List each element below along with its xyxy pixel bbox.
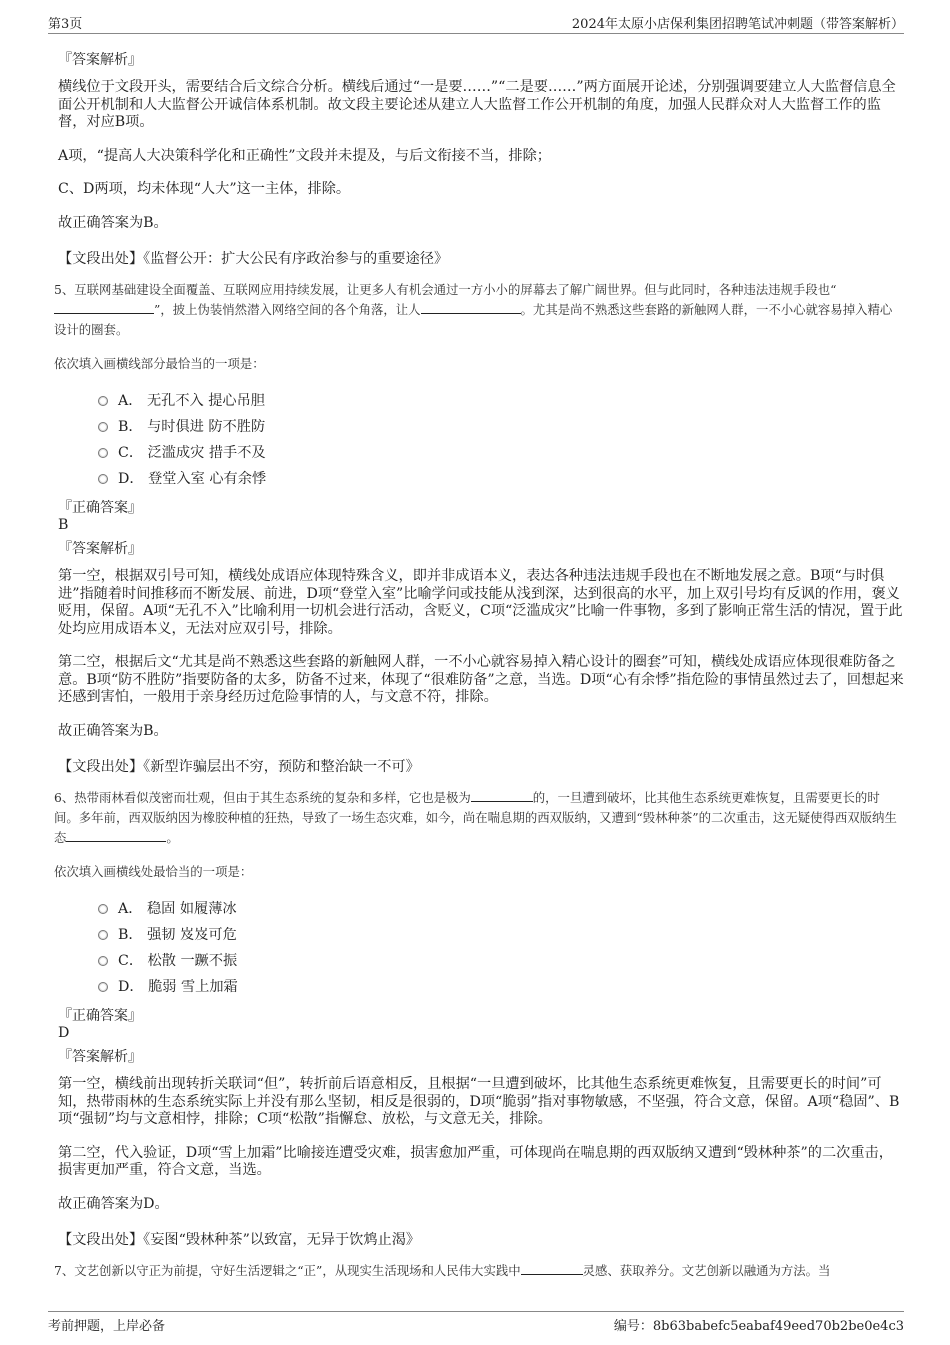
- radio-icon[interactable]: [98, 956, 108, 966]
- question-6-prompt: 依次填入画横线处最恰当的一项是：: [54, 864, 253, 879]
- radio-icon[interactable]: [98, 474, 108, 484]
- q5-analysis-paragraph: 第二空，根据后文“尤其是尚不熟悉这些套路的新触网人群，一不小心就容易掉入精心设计的圈套”可知，横线处成语应体现很难防备之意。B项“防不胜防”指要防备的太多，防备不过来，体现了“很难防备”之意，当选。D项“心有余悸”指危险的事情虽然过去了，回想起来还感到害怕，一般用于亲身经历过危险事情的人，与文意不符，排除。: [58, 654, 904, 705]
- fill-blank: [521, 1262, 583, 1275]
- q6-analysis-label: 『答案解析』: [58, 1049, 142, 1065]
- q4-analysis-paragraph: A项，“提高人大决策科学化和正确性”文段并未提及，与后文衔接不当，排除；: [58, 147, 551, 164]
- q4-source: 【文段出处】《监督公开：扩大公民有序政治参与的重要途径》: [58, 251, 449, 267]
- option-a[interactable]: A． 稳固 如履薄冰: [98, 896, 904, 922]
- question-5-prompt: 依次填入画横线部分最恰当的一项是：: [54, 356, 265, 371]
- q6-analysis-paragraph: 第二空，代入验证，D项“雪上加霜”比喻接连遭受灾难，损害愈加严重，可体现尚在喘息期的西双版纳又遭到“毁林种茶”的二次重击，损害更加严重，符合文意，当选。: [58, 1144, 893, 1178]
- q6-answer: D: [58, 1025, 70, 1041]
- question-6-options: [98, 896, 904, 1000]
- q4-analysis-paragraph: 横线位于文段开头，需要结合后文综合分析。横线后通过“一是要……”“二是要……”两方面展开论述，分别强调要建立人大监督信息全面公开机制和人大监督公开诚信体系机制。故文段主要论述从建立人大监督工作公开机制的角度，加强人民群众对人大监督工作的监督，对应B项。: [58, 79, 896, 130]
- question-7-stem: 7、文艺创新以守正为前提，守好生活逻辑之“正”，从现实生活现场和人民伟大实践中 灵感、获取养分。文艺创新以融通为方法。当: [54, 1263, 831, 1278]
- fill-blank: [54, 301, 154, 314]
- q5-answer: B: [58, 517, 69, 533]
- page-content: [54, 44, 904, 1281]
- page-footer: [48, 1311, 904, 1334]
- radio-icon[interactable]: [98, 904, 108, 914]
- page-header: [48, 13, 904, 34]
- option-c[interactable]: C． 泛滥成灾 措手不及: [98, 440, 904, 466]
- q6-conclusion: 故正确答案为D。: [58, 1195, 169, 1212]
- q5-analysis-label: 『答案解析』: [58, 541, 142, 557]
- document-id: 编号：8b63babefc5eabaf49eed70b2be0e4c3: [613, 1319, 904, 1334]
- question-5-options: [98, 388, 904, 492]
- radio-icon[interactable]: [98, 930, 108, 940]
- footer-slogan: 考前押题，上岸必备: [48, 1319, 166, 1334]
- q6-source: 【文段出处】《妄图“毁林种茶”以致富，无异于饮鸩止渴》: [58, 1232, 421, 1248]
- option-b[interactable]: B． 与时俱进 防不胜防: [98, 414, 904, 440]
- radio-icon[interactable]: [98, 396, 108, 406]
- fill-blank: [66, 829, 166, 842]
- fill-blank: [471, 789, 533, 802]
- option-c[interactable]: C． 松散 一蹶不振: [98, 948, 904, 974]
- question-6-stem: 6、热带雨林看似茂密而壮观，但由于其生态系统的复杂和多样，它也是极为 的，一旦遭到破坏，比其他生态系统更难恢复，且需要更长的时间。多年前，西双版纳因为橡胶种植的狂热，导致了一场生态灾难，如今，尚在喘息期的西双版纳，又遭到“毁林种茶”的二次重击，这无疑使得西双版纳生态 。: [54, 790, 897, 845]
- radio-icon[interactable]: [98, 448, 108, 458]
- q5-conclusion: 故正确答案为B。: [58, 722, 168, 739]
- radio-icon[interactable]: [98, 982, 108, 992]
- q4-analysis-paragraph: C、D两项，均未体现“人大”这一主体，排除。: [58, 181, 351, 197]
- radio-icon[interactable]: [98, 422, 108, 432]
- q4-analysis-label: 『答案解析』: [58, 52, 142, 68]
- question-5-stem: 5、互联网基础建设全面覆盖、互联网应用持续发展，让更多人有机会通过一方小小的屏幕去了解广阔世界。但与此同时，各种违法违规手段也“”，披上伪装悄然潜入网络空间的各个角落，让人 。尤其是尚不熟悉这些套路的新触网人群，一不小心就容易掉入精心设计的圈套。: [54, 282, 893, 337]
- document-title: 2024年太原小店保利集团招聘笔试冲刺题（带答案解析）: [571, 17, 904, 32]
- page-number: 第3页: [48, 17, 83, 32]
- q5-answer-label: 『正确答案』: [58, 500, 142, 516]
- option-b[interactable]: B． 强韧 岌岌可危: [98, 922, 904, 948]
- q6-analysis-paragraph: 第一空，横线前出现转折关联词“但”，转折前后语意相反，且根据“一旦遭到破坏，比其他生态系统更难恢复，且需要更长的时间”可知，热带雨林的生态系统实际上并没有那么坚韧，相反是很弱的，D项“脆弱”指对事物敏感，不坚强，符合文意，保留。A项“稳固”、B项“强韧”均与文意相悖，排除；C项“松散”指懈怠、放松，与文意无关，排除。: [58, 1076, 900, 1127]
- q6-answer-label: 『正确答案』: [58, 1008, 142, 1024]
- q4-conclusion: 故正确答案为B。: [58, 214, 168, 231]
- option-d[interactable]: D． 脆弱 雪上加霜: [98, 974, 904, 1000]
- q5-analysis-paragraph: 第一空，根据双引号可知，横线处成语应体现特殊含义，即并非成语本义，表达各种违法违规手段也在不断地发展之意。B项“与时俱进”指随着时间推移而不断发展、前进，D项“登堂入室”比喻学问或技能从浅到深，达到很高的水平，加上双引号均有反讽的作用，褒义贬用，保留。A项“无孔不入”比喻利用一切机会进行活动，含贬义，C项“泛滥成灾”比喻一件事物，多到了影响正常生活的情况，置于此处均应用成语本义，无法对应双引号，排除。: [58, 568, 903, 637]
- option-d[interactable]: D． 登堂入室 心有余悸: [98, 466, 904, 492]
- option-a[interactable]: A． 无孔不入 提心吊胆: [98, 388, 904, 414]
- q5-source: 【文段出处】《新型诈骗层出不穷，预防和整治缺一不可》: [58, 759, 420, 775]
- fill-blank: [421, 301, 521, 314]
